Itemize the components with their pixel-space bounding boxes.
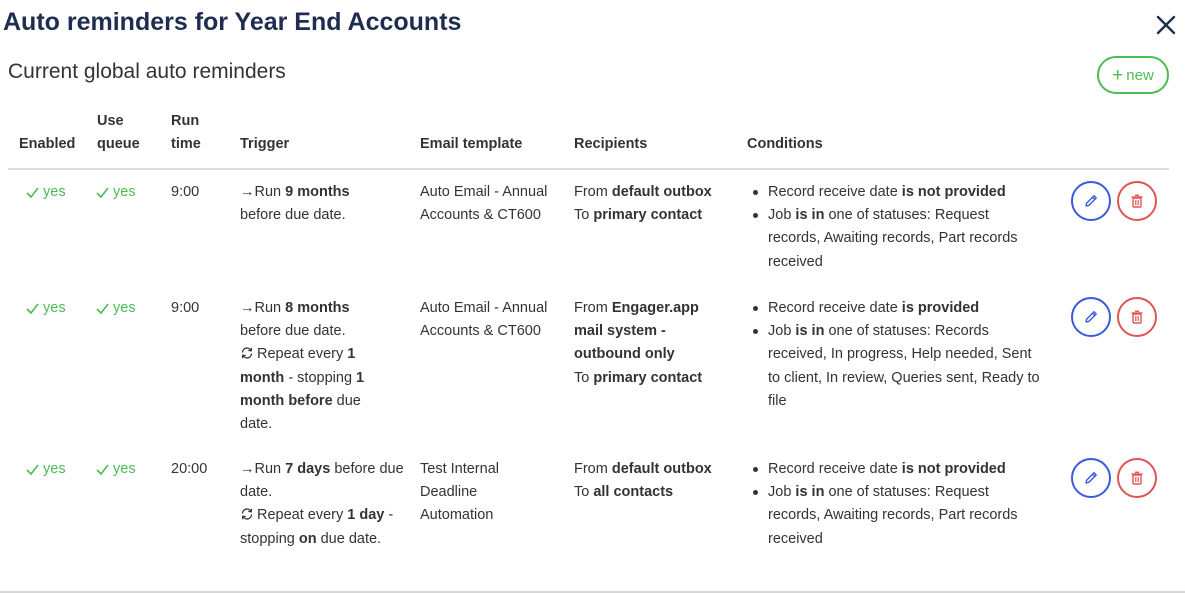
trigger-cell — [240, 297, 390, 436]
column-header-run-time — [171, 110, 201, 156]
condition-text: Record receive date — [768, 300, 902, 316]
from-value: default outbox — [611, 461, 712, 477]
column-header-trigger: Trigger — [240, 136, 290, 152]
enabled-cell — [26, 458, 66, 481]
from-prefix: From — [574, 461, 612, 477]
repeat-interval: 1 month — [240, 346, 356, 386]
repeat-icon — [240, 346, 254, 360]
from-value: Engager.app mail system - outbound only — [574, 300, 699, 363]
condition-item — [747, 297, 1045, 320]
condition-operator: is not provided — [901, 461, 1006, 477]
edit-button[interactable] — [1071, 181, 1111, 221]
trigger-line — [240, 458, 405, 504]
repeat-text: Repeat every — [257, 346, 348, 363]
column-header-run-time-line2: time — [171, 136, 201, 152]
to-prefix: To — [574, 484, 594, 501]
arrow-right-icon: → — [240, 184, 255, 200]
section-subtitle: Current global auto reminders — [8, 60, 286, 83]
trigger-offset: 9 months — [285, 184, 350, 200]
trigger-text: Run — [254, 461, 286, 477]
repeat-stop: 1 month before — [240, 369, 365, 409]
conditions-cell — [747, 181, 1045, 274]
to-prefix: To — [574, 207, 594, 224]
email-template-cell: Auto Email - Annual Accounts & CT600 — [420, 184, 548, 224]
repeat-text: Repeat every — [257, 507, 348, 524]
enabled-cell — [26, 297, 66, 320]
recipients-to — [574, 367, 714, 390]
condition-text: one of statuses: Request records, Awaiting records, Part records received — [768, 484, 1018, 547]
conditions-cell — [747, 297, 1045, 413]
trash-icon — [1129, 470, 1145, 486]
check-icon — [26, 302, 39, 315]
trigger-cell — [240, 181, 390, 227]
to-value: primary contact — [593, 207, 703, 224]
condition-item — [747, 181, 1045, 204]
trigger-offset: 8 months — [285, 300, 350, 316]
edit-button[interactable] — [1071, 458, 1111, 498]
condition-text: Job — [768, 484, 796, 501]
edit-button[interactable] — [1071, 297, 1111, 337]
trigger-text: before due date. — [240, 461, 404, 501]
delete-button[interactable] — [1117, 458, 1157, 498]
condition-item — [747, 204, 1045, 274]
check-icon — [96, 463, 109, 476]
run-time-cell: 9:00 — [171, 300, 200, 316]
use-queue-value: yes — [113, 461, 136, 477]
check-icon — [26, 463, 39, 476]
use-queue-cell — [96, 297, 136, 320]
pencil-icon — [1083, 193, 1099, 209]
repeat-line — [240, 343, 390, 436]
repeat-line — [240, 504, 405, 550]
recipients-to — [574, 481, 734, 504]
delete-button[interactable] — [1117, 181, 1157, 221]
repeat-text: - stopping — [284, 369, 357, 386]
repeat-text: - stopping — [240, 507, 394, 547]
trigger-text: Run — [254, 184, 286, 200]
recipients-cell — [574, 458, 734, 504]
condition-item — [747, 481, 1045, 551]
check-icon — [26, 186, 39, 199]
from-value: default outbox — [611, 184, 712, 200]
email-template-cell: Test Internal Deadline Automation — [420, 461, 499, 524]
condition-item — [747, 458, 1045, 481]
repeat-text: due date. — [316, 530, 382, 547]
condition-operator: is in — [795, 207, 825, 224]
new-button-label: new — [1126, 66, 1154, 84]
trash-icon — [1129, 193, 1145, 209]
close-button[interactable] — [1153, 12, 1179, 38]
trigger-text: Run — [254, 300, 286, 316]
recipients-from — [574, 297, 714, 367]
run-time-cell: 20:00 — [171, 461, 208, 477]
email-template-cell: Auto Email - Annual Accounts & CT600 — [420, 300, 548, 340]
repeat-text: due date. — [240, 392, 361, 433]
column-header-conditions: Conditions — [747, 136, 823, 152]
to-value: primary contact — [593, 369, 703, 386]
repeat-interval: 1 day — [347, 507, 385, 524]
condition-text: Record receive date — [768, 461, 902, 477]
new-reminder-button[interactable] — [1097, 56, 1169, 94]
enabled-cell — [26, 181, 66, 204]
condition-text: Record receive date — [768, 184, 902, 200]
condition-text: Job — [768, 323, 796, 340]
check-icon — [96, 302, 109, 315]
pencil-icon — [1083, 470, 1099, 486]
plus-icon: + — [1112, 64, 1124, 86]
pencil-icon — [1083, 309, 1099, 325]
check-icon — [96, 186, 109, 199]
enabled-value: yes — [43, 300, 66, 316]
recipients-to — [574, 204, 734, 227]
run-time-cell: 9:00 — [171, 184, 200, 200]
recipients-from — [574, 181, 734, 204]
from-prefix: From — [574, 184, 612, 200]
header-divider — [8, 168, 1169, 170]
condition-operator: is not provided — [901, 184, 1006, 200]
use-queue-cell — [96, 181, 136, 204]
to-value: all contacts — [593, 484, 674, 501]
condition-operator: is in — [795, 484, 825, 501]
from-prefix: From — [574, 300, 612, 316]
delete-button[interactable] — [1117, 297, 1157, 337]
close-icon — [1153, 12, 1179, 38]
enabled-value: yes — [43, 461, 66, 477]
trash-icon — [1129, 309, 1145, 325]
enabled-value: yes — [43, 184, 66, 200]
modal-title: Auto reminders for Year End Accounts — [3, 8, 462, 36]
trigger-offset: 7 days — [285, 461, 331, 477]
repeat-stop: on — [298, 530, 317, 547]
condition-item — [747, 320, 1045, 413]
arrow-right-icon: → — [240, 461, 255, 477]
recipients-from — [574, 458, 734, 481]
arrow-right-icon: → — [240, 300, 255, 316]
condition-text: one of statuses: Request records, Awaiting records, Part records received — [768, 207, 1018, 270]
recipients-cell — [574, 181, 734, 227]
use-queue-cell — [96, 458, 136, 481]
to-prefix: To — [574, 369, 594, 386]
trigger-text: before due date. — [240, 207, 346, 224]
repeat-icon — [240, 507, 254, 521]
use-queue-value: yes — [113, 184, 136, 200]
condition-operator: is provided — [901, 300, 980, 316]
column-header-use-queue-line2: queue — [97, 136, 140, 152]
trigger-text: before due date. — [240, 323, 346, 340]
column-header-enabled: Enabled — [19, 136, 76, 152]
condition-operator: is in — [795, 323, 825, 340]
use-queue-value: yes — [113, 300, 136, 316]
column-header-recipients: Recipients — [574, 136, 648, 152]
condition-text: one of statuses: Records received, In progress, Help needed, Sent to client, In review, Queries sent, Ready to file — [768, 323, 1040, 409]
trigger-line — [240, 297, 390, 343]
column-header-use-queue-line1: Use — [97, 113, 124, 129]
recipients-cell — [574, 297, 714, 390]
column-header-use-queue — [97, 110, 140, 156]
condition-text: Job — [768, 207, 796, 224]
conditions-cell — [747, 458, 1045, 551]
column-header-run-time-line1: Run — [171, 113, 200, 129]
trigger-cell — [240, 458, 405, 551]
column-header-email-template: Email template — [420, 136, 523, 152]
